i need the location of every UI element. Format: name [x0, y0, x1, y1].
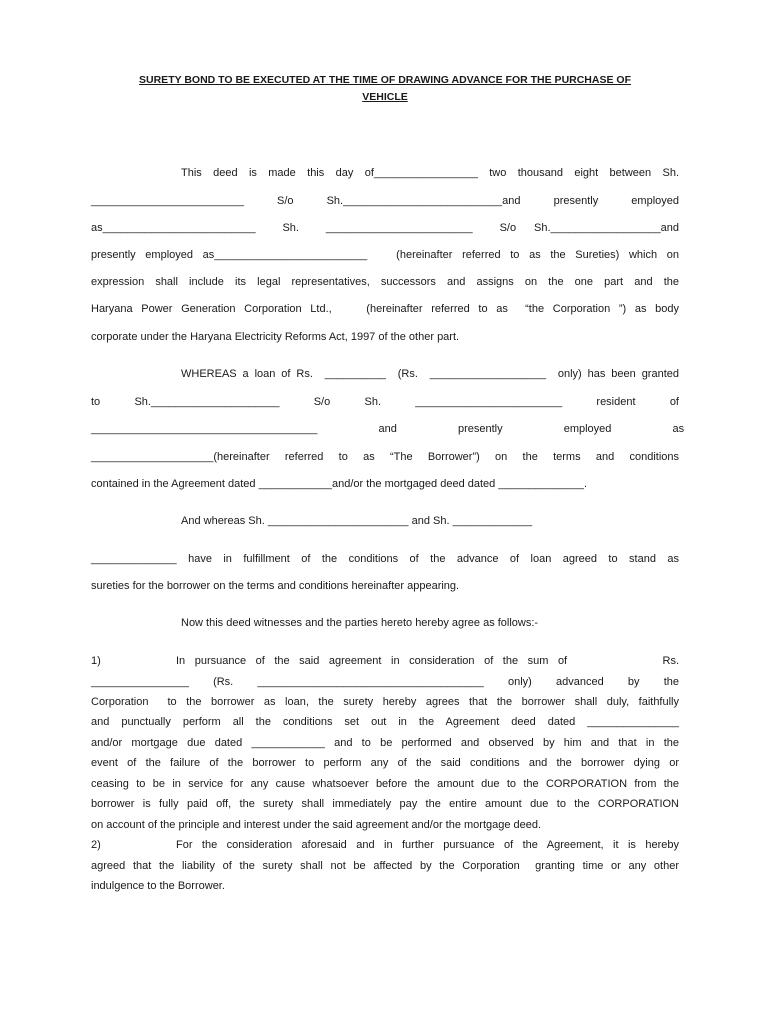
text-line: agreed that the liability of the surety shall not be affected by the Corporation granting time or any other — [91, 860, 679, 872]
clause-number-1: 1) — [91, 655, 101, 667]
clause-number-2: 2) — [91, 839, 101, 851]
document-title-line-2: VEHICLE — [362, 91, 408, 103]
text-line: and punctually perform all the conditions set out in the Agreement deed dated _______________ — [91, 716, 679, 728]
text-line: _________________________ S/o Sh.__________________________and presently employed — [91, 195, 679, 207]
text-line: and/or mortgage due dated ____________ and to be performed and observed by him and that in the — [91, 737, 679, 749]
text-line: ________________ (Rs. _____________________________________ only) advanced by the — [91, 676, 679, 688]
text-line: corporate under the Haryana Electricity Reforms Act, 1997 of the other part. — [91, 331, 460, 343]
text-line: presently employed as_________________________ (hereinafter referred to as the Sureties) which on — [91, 249, 679, 261]
text-line: on account of the principle and interest under the said agreement and/or the mortgage deed. — [91, 819, 542, 831]
text-line: Haryana Power Generation Corporation Ltd., (hereinafter referred to as “the Corporation ”) as body — [91, 303, 679, 315]
text-line: to Sh._____________________ S/o Sh. ________________________ resident of — [91, 396, 679, 408]
text-line: ____________________(hereinafter referred to as “The Borrower”) on the terms and conditions — [91, 451, 679, 463]
text-line: For the consideration aforesaid and in further pursuance of the Agreement, it is hereby — [176, 839, 679, 851]
document-title-line-1: SURETY BOND TO BE EXECUTED AT THE TIME OF DRAWING ADVANCE FOR THE PURCHASE OF — [139, 74, 631, 86]
text-line: Now this deed witnesses and the parties hereto hereby agree as follows:- — [181, 617, 539, 629]
text-line: sureties for the borrower on the terms and conditions hereinafter appearing. — [91, 580, 460, 592]
text-line: ceasing to be in service for any cause whatsoever before the amount due to the CORPORATION from the — [91, 778, 679, 790]
text-line: indulgence to the Borrower. — [91, 880, 225, 892]
text-line: contained in the Agreement dated ____________and/or the mortgaged deed dated ______________. — [91, 478, 588, 490]
text-line: Corporation to the borrower as loan, the surety hereby agrees that the borrower shall duly, faithfully — [91, 696, 679, 708]
text-line: And whereas Sh. _______________________ and Sh. _____________ — [181, 515, 533, 527]
text-line: WHEREAS a loan of Rs. __________ (Rs. ___________________ only) has been granted — [181, 368, 679, 380]
text-line: expression shall include its legal representatives, successors and assigns on the one part and the — [91, 276, 679, 288]
text-line: borrower is fully paid off, the surety shall immediately pay the entire amount due to the CORPORATION — [91, 798, 679, 810]
text-line: This deed is made this day of_________________ two thousand eight between Sh. — [181, 167, 679, 179]
text-line: as_________________________ Sh. ________________________ S/o Sh.__________________and — [91, 222, 679, 234]
text-line: ______________ have in fulfillment of the conditions of the advance of loan agreed to stand as — [91, 553, 679, 565]
text-line: In pursuance of the said agreement in consideration of the sum of Rs. — [176, 655, 679, 667]
text-line: _____________________________________ and presently employed as — [91, 423, 685, 435]
text-line: event of the failure of the borrower to perform any of the said conditions and the borrower dying or — [91, 757, 679, 769]
